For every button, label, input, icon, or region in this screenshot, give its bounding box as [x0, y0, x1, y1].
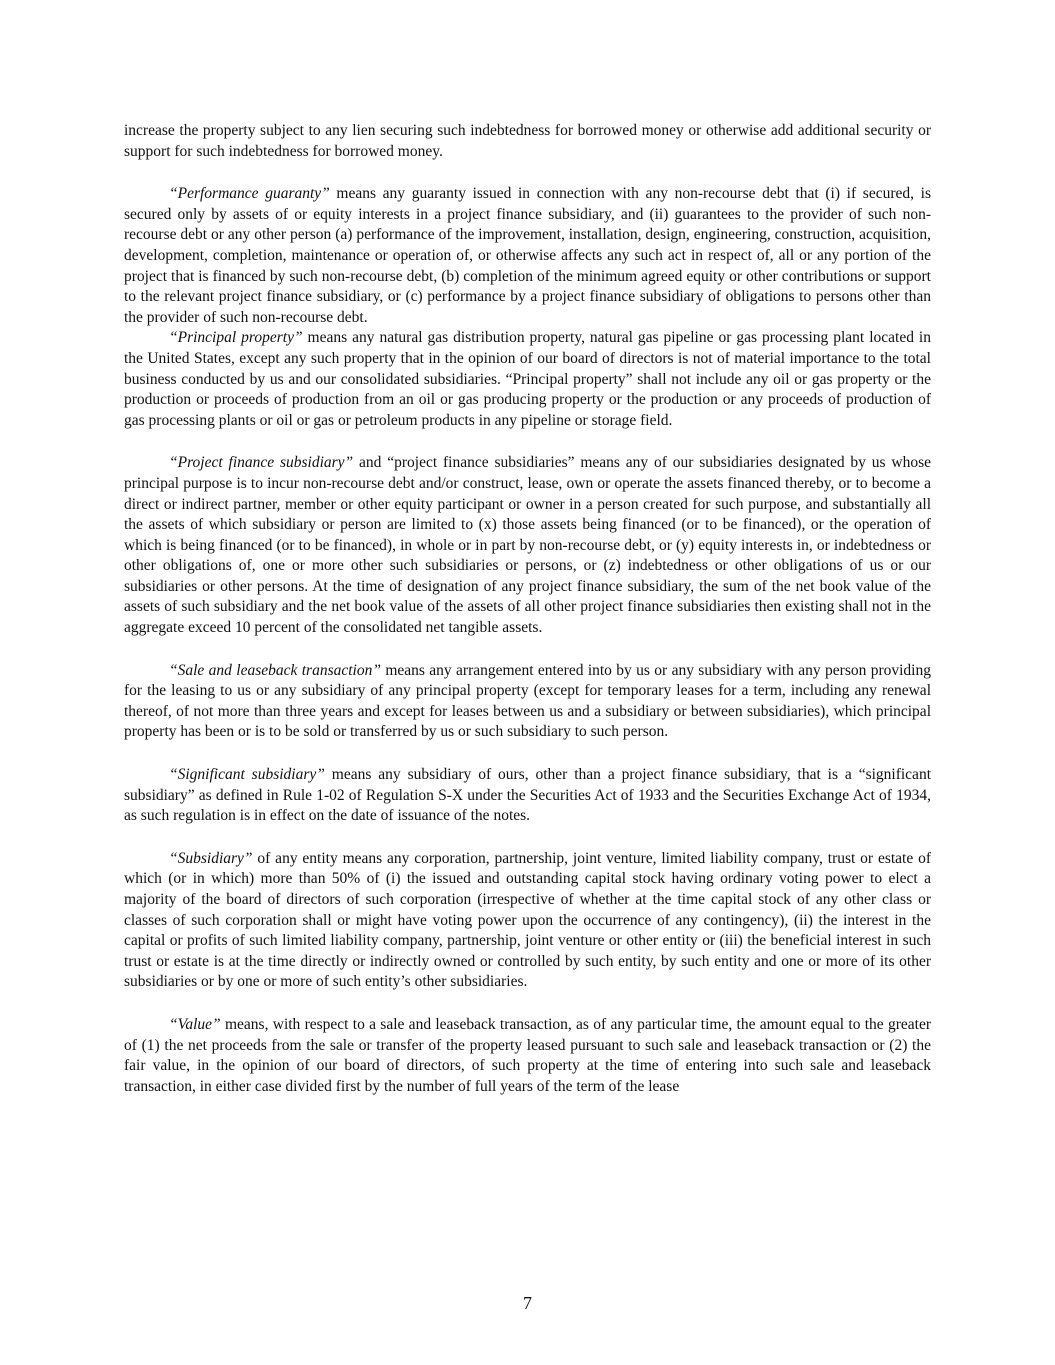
definition-performance-guaranty: [124, 184, 931, 328]
defined-term: “Project finance subsidiary”: [169, 454, 354, 472]
definition-value: [124, 1015, 931, 1097]
paragraph-text: increase the property subject to any lien securing such indebtedness for borrowed money or otherwise add additional security or support for such indebtedness for borrowed money.: [124, 122, 931, 160]
definition-text: means any natural gas distribution property, natural gas pipeline or gas processing plant located in the United States, except any such property that in the opinion of our board of directors is not of material importance to the total business conducted by us and our consolidated subsidiaries. “Principal property” shall not include any oil or gas property or the production or proceeds of production from an oil or gas producing property or the production or any proceeds of production of gas processing plants or oil or gas or petroleum products in any pipeline or storage field.: [124, 329, 931, 429]
defined-term: “Subsidiary”: [169, 849, 253, 867]
definition-sale-and-leaseback-transaction: [124, 661, 931, 743]
definition-text: means, with respect to a sale and leaseback transaction, as of any particular time, the amount equal to the greater of (1) the net proceeds from the sale or transfer of the property leased pursuant to such sale and leaseback transaction or (2) the fair value, in the opinion of our board of directors, of such property at the time of entering into such sale and leaseback transaction, in either case divided first by the number of full years of the term of the lease: [124, 1015, 931, 1095]
definition-text: of any entity means any corporation, partnership, joint venture, limited liability company, trust or estate of which (or in which) more than 50% of (i) the issued and outstanding capital stock having ordinary voting power to elect a majority of the board of directors of such corporation (irrespective of whether at the time capital stock of any other class or classes of such corporation shall or might have voting power upon the occurrence of any contingency), (ii) the interest in the capital or profits of such limited liability company, partnership, joint venture or other entity or (iii) the beneficial interest in such trust or estate is at the time directly or indirectly owned or controlled by such entity, by such entity and one or more of its other subsidiaries or by one or more of such entity’s other subsidiaries.: [124, 849, 931, 991]
defined-term: “Sale and leaseback transaction”: [169, 661, 381, 679]
defined-term: “Performance guaranty”: [169, 185, 330, 203]
defined-term: “Value”: [169, 1015, 221, 1033]
definition-text: means any subsidiary of ours, other than a project finance subsidiary, that is a “significant subsidiary” as defined in Rule 1-02 of Regulation S-X under the Securities Act of 1933 and the Securities Exchange Act of 1934, as such regulation is in effect on the date of issuance of the notes.: [124, 766, 931, 825]
defined-term: “Significant subsidiary”: [169, 766, 325, 784]
paragraph-continuation: [124, 121, 931, 162]
definition-subsidiary: [124, 849, 931, 993]
definition-significant-subsidiary: [124, 765, 931, 827]
definition-project-finance-subsidiary: [124, 453, 931, 638]
defined-term: “Principal property”: [169, 329, 303, 347]
definition-principal-property: [124, 328, 931, 431]
page-number: 7: [523, 1293, 532, 1313]
document-body: [124, 121, 931, 1097]
definition-text: means any arrangement entered into by us or any subsidiary with any person providing for the leasing to us or any subsidiary of any principal property (except for temporary leases for a term, including any renewal thereof, of not more than three years and except for leases between us and a subsidiary or between subsidiaries), which principal property has been or is to be sold or transferred by us or such subsidiary to such person.: [124, 661, 931, 741]
definition-text: and “project finance subsidiaries” means any of our subsidiaries designated by us whose principal purpose is to incur non-recourse debt and/or construct, lease, own or operate the assets financed thereby, or to become a direct or indirect partner, member or other equity participant or owner in a person created for such purpose, and substantially all the assets of which subsidiary or person are limited to (x) those assets being financed (or to be financed), or the operation of which is being financed (or to be financed), in whole or in part by non-recourse debt, or (y) equity interests in, or indebtedness or other obligations of, one or more other such subsidiaries or persons, or (z) indebtedness or other obligations of us or our subsidiaries or other persons. At the time of designation of any project finance subsidiary, the sum of the net book value of the assets of such subsidiary and the net book value of the assets of all other project finance subsidiaries then existing shall not in the aggregate exceed 10 percent of the consolidated net tangible assets.: [124, 454, 932, 637]
definition-text: means any guaranty issued in connection with any non-recourse debt that (i) if secured, is secured only by assets of or equity interests in a project finance subsidiary, and (ii) guarantees to the provider of such non-recourse debt or any other person (a) performance of the improvement, installation, design, engineering, construction, acquisition, development, completion, maintenance or operation of, or otherwise affects any such act in respect of, all or any portion of the project that is financed by such non-recourse debt, (b) completion of the minimum agreed equity or other contributions or support to the relevant project finance subsidiary, or (c) performance by a project finance subsidiary of obligations to persons other than the provider of such non-recourse debt.: [124, 185, 931, 326]
